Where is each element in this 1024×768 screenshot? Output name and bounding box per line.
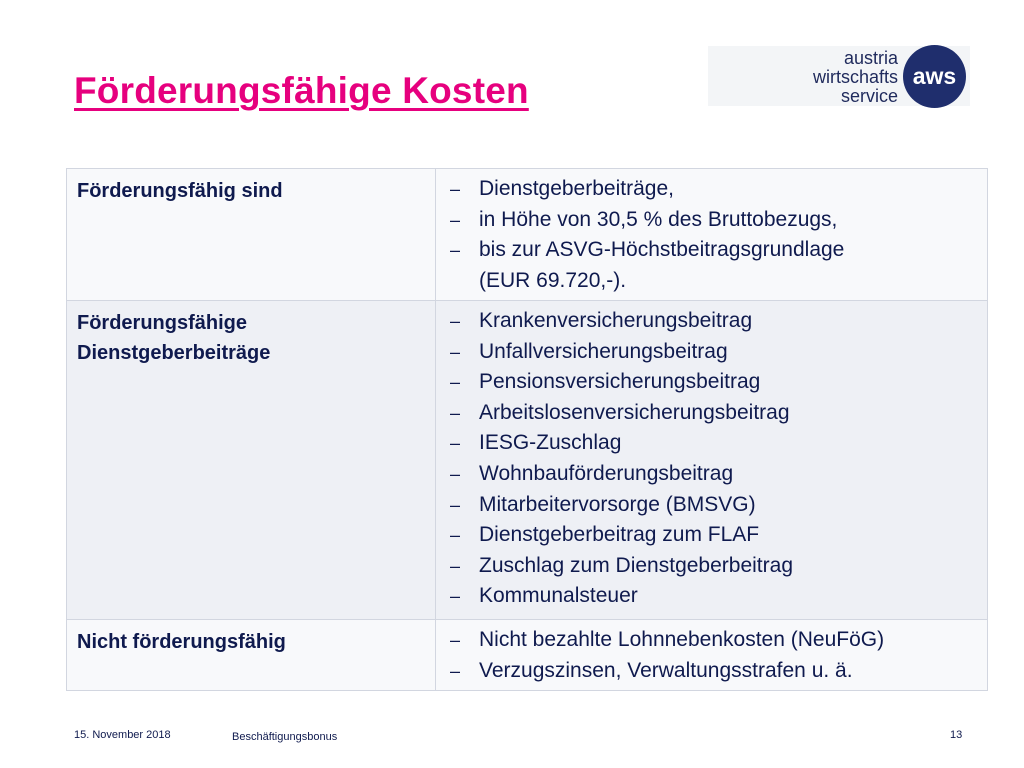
logo-wordmark [813,49,898,106]
footer-date: 15. November 2018 [74,729,171,741]
list-item: – Nicht bezahlte Lohnnebenkosten (NeuFöG) [436,625,987,656]
dash-bullet-icon: – [449,433,460,454]
logo-line-1: austria [843,48,898,68]
dash-bullet-icon: – [449,311,460,331]
dash-bullet-icon: – [449,463,460,484]
row-label: Förderungsfähige Dienstgeberbeiträge [77,312,271,364]
list-item: – Kommunalsteuer [436,581,987,612]
page-number: 13 [950,729,963,741]
cost-table [66,168,988,691]
page-title: Förderungsfähige Kosten [74,70,529,111]
dash-bullet-icon: – [449,341,460,362]
list-item: – IESG-Zuschlag [436,428,987,459]
list-item: – Unfallversicherungsbeitrag [436,337,987,368]
list-item: – Pensionsversicherungsbeitrag [436,367,987,398]
item-list [436,301,987,615]
dash-bullet-icon: – [449,555,460,576]
list-item: – bis zur ASVG-Höchstbeitragsgrundlage [436,235,987,266]
list-item: – in Höhe von 30,5 % des Bruttobezugs, [436,205,987,236]
row-label-cell [67,620,436,691]
dash-bullet-icon: – [449,660,460,681]
dash-bullet-icon: – [449,586,460,607]
table-row [67,169,988,301]
footer-topic: Beschäftigungsbonus [232,731,338,743]
dash-bullet-icon: – [449,630,460,650]
dash-bullet-icon: – [449,179,460,199]
logo-badge: aws [903,45,966,108]
row-label: Nicht förderungsfähig [77,631,286,653]
list-item: – Dienstgeberbeitrag zum FLAF [436,520,987,551]
dash-bullet-icon: – [449,525,460,546]
row-items-cell [436,620,988,691]
list-item: – Zuschlag zum Dienstgeberbeitrag [436,551,987,582]
item-list [436,620,987,689]
logo-line-3: service [840,86,898,106]
dash-bullet-icon: – [449,372,460,393]
list-item-continuation: (EUR 69.720,-). [479,268,627,292]
list-item: – Dienstgeberbeiträge, [436,174,987,205]
dash-bullet-icon: – [449,209,460,230]
dash-bullet-icon: – [449,494,460,515]
list-item: – Wohnbauförderungsbeitrag [436,459,987,490]
row-label-cell [67,169,436,301]
row-items-cell [436,301,988,620]
table-row [67,301,988,620]
item-list [436,169,987,299]
list-item: – Arbeitslosenversicherungsbeitrag [436,398,987,429]
list-item: – Mitarbeitervorsorge (BMSVG) [436,490,987,521]
row-label: Förderungsfähig sind [77,180,283,202]
list-item: – Verzugszinsen, Verwaltungsstrafen u. ä. [436,656,987,687]
list-item: – Krankenversicherungsbeitrag [436,306,987,337]
row-items-cell [436,169,988,301]
row-label-cell [67,301,436,620]
dash-bullet-icon: – [449,402,460,423]
table-row [67,620,988,691]
dash-bullet-icon: – [449,240,460,261]
logo-line-2: wirtschafts [812,67,898,87]
